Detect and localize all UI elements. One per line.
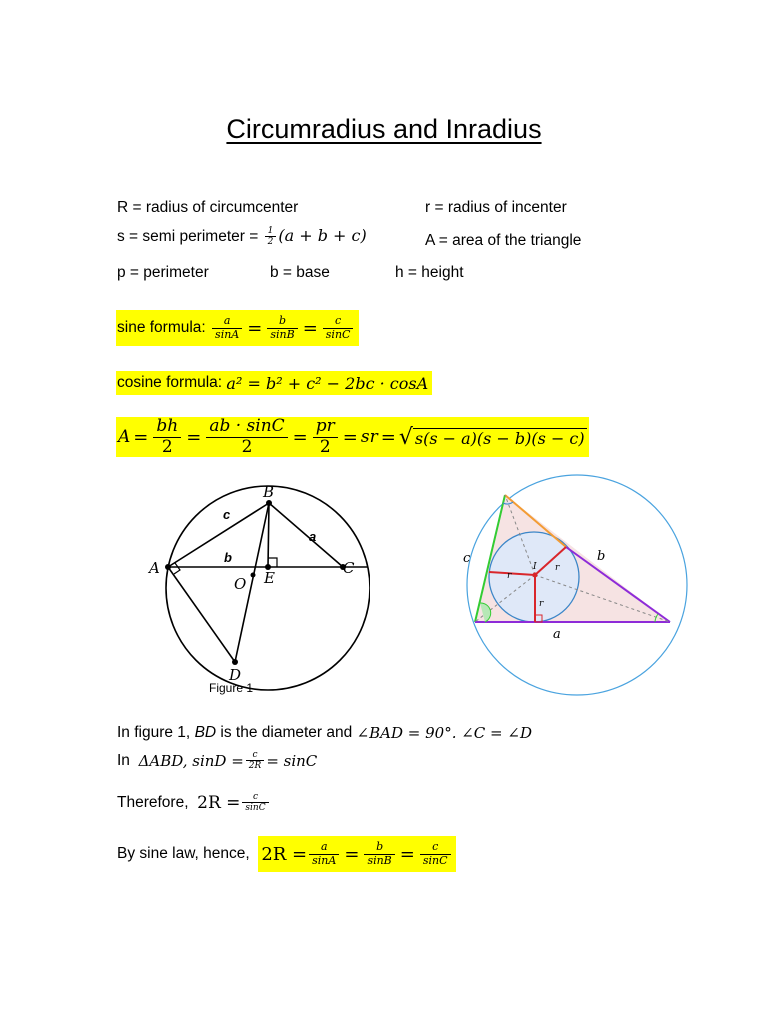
cosine-label: cosine formula: [117,374,223,391]
def-r: r = radius of incenter [425,199,567,216]
sine-frac-a [212,315,242,341]
proof-line-4-text: By sine law, hence, [117,845,250,862]
proof-line-4-highlight: 2R = $\frac{a}{\sin A}$ = $\frac{b}{\sin B}$ = $\frac{c}{\sin C}$ [258,836,455,872]
sine-label: sine formula: [117,319,206,336]
point-O [251,573,256,578]
proof-line-4-frac-a-num: a [309,841,339,855]
proof-line-1-text: In figure 1, [117,724,191,741]
label-D: D [229,666,242,684]
def-h: h = height [395,264,464,281]
fig2-label-r-bottom: r [539,599,544,609]
sine-frac-a-num: a [212,315,242,329]
point-D [232,659,238,665]
area-formula: A = $\frac{bh}{2}$ = $\frac{ab \cdot \sin C}{2}$ = $\frac{pr}{2}$ = sr = √ s(s − a)(s − b)(s − c) [116,417,589,457]
proof-line-2-den: 2R [248,761,262,772]
def-s-fraction [265,226,277,248]
right-angle-A [174,563,180,574]
area-frac-pr-den: 2 [319,436,331,457]
proof-line-2-end: = sinC [266,751,318,770]
def-s-expr: (a + b + c) [278,226,367,245]
sine-frac-b-den: sinB [270,327,295,341]
figure-1-circle-diagram [140,478,370,700]
proof-line-4-frac-c [420,841,451,867]
segment-AD [168,567,235,662]
label-side-c: c [223,507,231,522]
label-side-a: a [309,529,317,544]
area-sqrt: √ s(s − a)(s − b)(s − c) [398,424,585,450]
figure-2-incircle-diagram [455,470,700,700]
sine-frac-c [323,315,354,341]
proof-line-2-frac [246,750,265,772]
sine-frac-b-num: b [267,315,297,329]
page-title: Circumradius and Inradius [226,114,542,144]
area-frac-bh-den: 2 [161,436,173,457]
proof-line-4-frac-b-num: b [364,841,394,855]
def-p: p = perimeter [117,264,209,281]
figure-1-caption: Figure 1 [209,681,254,695]
area-frac-pr-num: pr [313,417,338,438]
area-frac-pr [313,417,338,457]
proof-line-4 [117,836,456,872]
fig2-label-I: I [533,562,537,572]
proof-line-3-math: 2R = [197,792,241,813]
fig2-label-a: a [553,627,561,642]
proof-line-4-frac-c-num: c [420,841,451,855]
proof-line-4-frac-a-den: sinA [312,853,337,867]
proof-line-2 [117,750,317,772]
sine-frac-a-den: sinA [215,327,240,341]
area-frac-bh [153,417,181,457]
area-lhs: A [118,427,131,447]
proof-line-4-lhs: 2R = [261,843,308,865]
proof-line-4-frac-c-den: sinC [422,853,448,867]
proof-line-1 [117,724,532,742]
def-s-num: 1 [265,226,277,237]
area-frac-absinc-num: ab · sinC [206,417,287,438]
proof-line-3-den: sinC [245,803,266,814]
cosine-formula [116,371,432,395]
area-frac-bh-num: bh [153,417,181,438]
area-frac-absinc [206,417,287,457]
area-frac-absinc-den: 2 [241,436,253,457]
def-A: A = area of the triangle [425,232,582,249]
point-A [165,564,171,570]
sine-frac-b [267,315,297,341]
def-s [117,226,367,248]
proof-line-4-frac-a [309,841,339,867]
def-s-prefix: s = semi perimeter = [117,228,259,245]
proof-line-3-text: Therefore, [117,793,189,811]
label-B: B [263,483,275,501]
proof-line-2-math: ΔABD, sinD = [138,751,244,770]
segment-AB [168,503,269,567]
fig2-label-b: b [597,549,606,564]
proof-line-1-bd: BD [194,724,217,741]
proof-line-1-mid: is the diameter and [220,724,353,741]
def-R: R = radius of circumcenter [117,199,299,216]
label-A: A [149,559,160,577]
label-E: E [264,569,275,587]
label-C: C [343,559,355,577]
sine-formula: sine formula: $\frac{a}{\sin A}$ = $\frac{b}{\sin B}$ = $\frac{c}{\sin C}$ [116,310,359,346]
incenter-point [533,573,538,578]
proof-line-4-frac-b-den: sinB [367,853,392,867]
proof-line-3-frac [242,792,268,814]
proof-line-2-text: In [117,751,130,769]
def-b: b = base [270,264,330,281]
proof-line-4-frac-b [364,841,394,867]
fig2-label-c: c [463,551,471,566]
area-sr: sr [360,427,378,447]
fig2-label-r-right: r [555,563,560,573]
sine-frac-c-num: c [323,315,354,329]
sine-frac-c-den: sinC [325,327,351,341]
area-root: s(s − a)(s − b)(s − c) [414,428,585,448]
proof-line-2-num: c [246,750,265,761]
proof-line-1-math: ∠BAD = 90°. ∠C = ∠D [356,724,532,742]
proof-line-3 [117,792,271,814]
cosine-expr: a² = b² + c² − 2bc · cosA [226,373,429,393]
def-s-den: 2 [267,237,274,248]
proof-line-3-num: c [242,792,268,803]
fig2-label-r-left: r [507,571,512,581]
label-side-b: b [224,550,232,565]
segment-BC [269,503,343,567]
label-O: O [234,575,247,593]
